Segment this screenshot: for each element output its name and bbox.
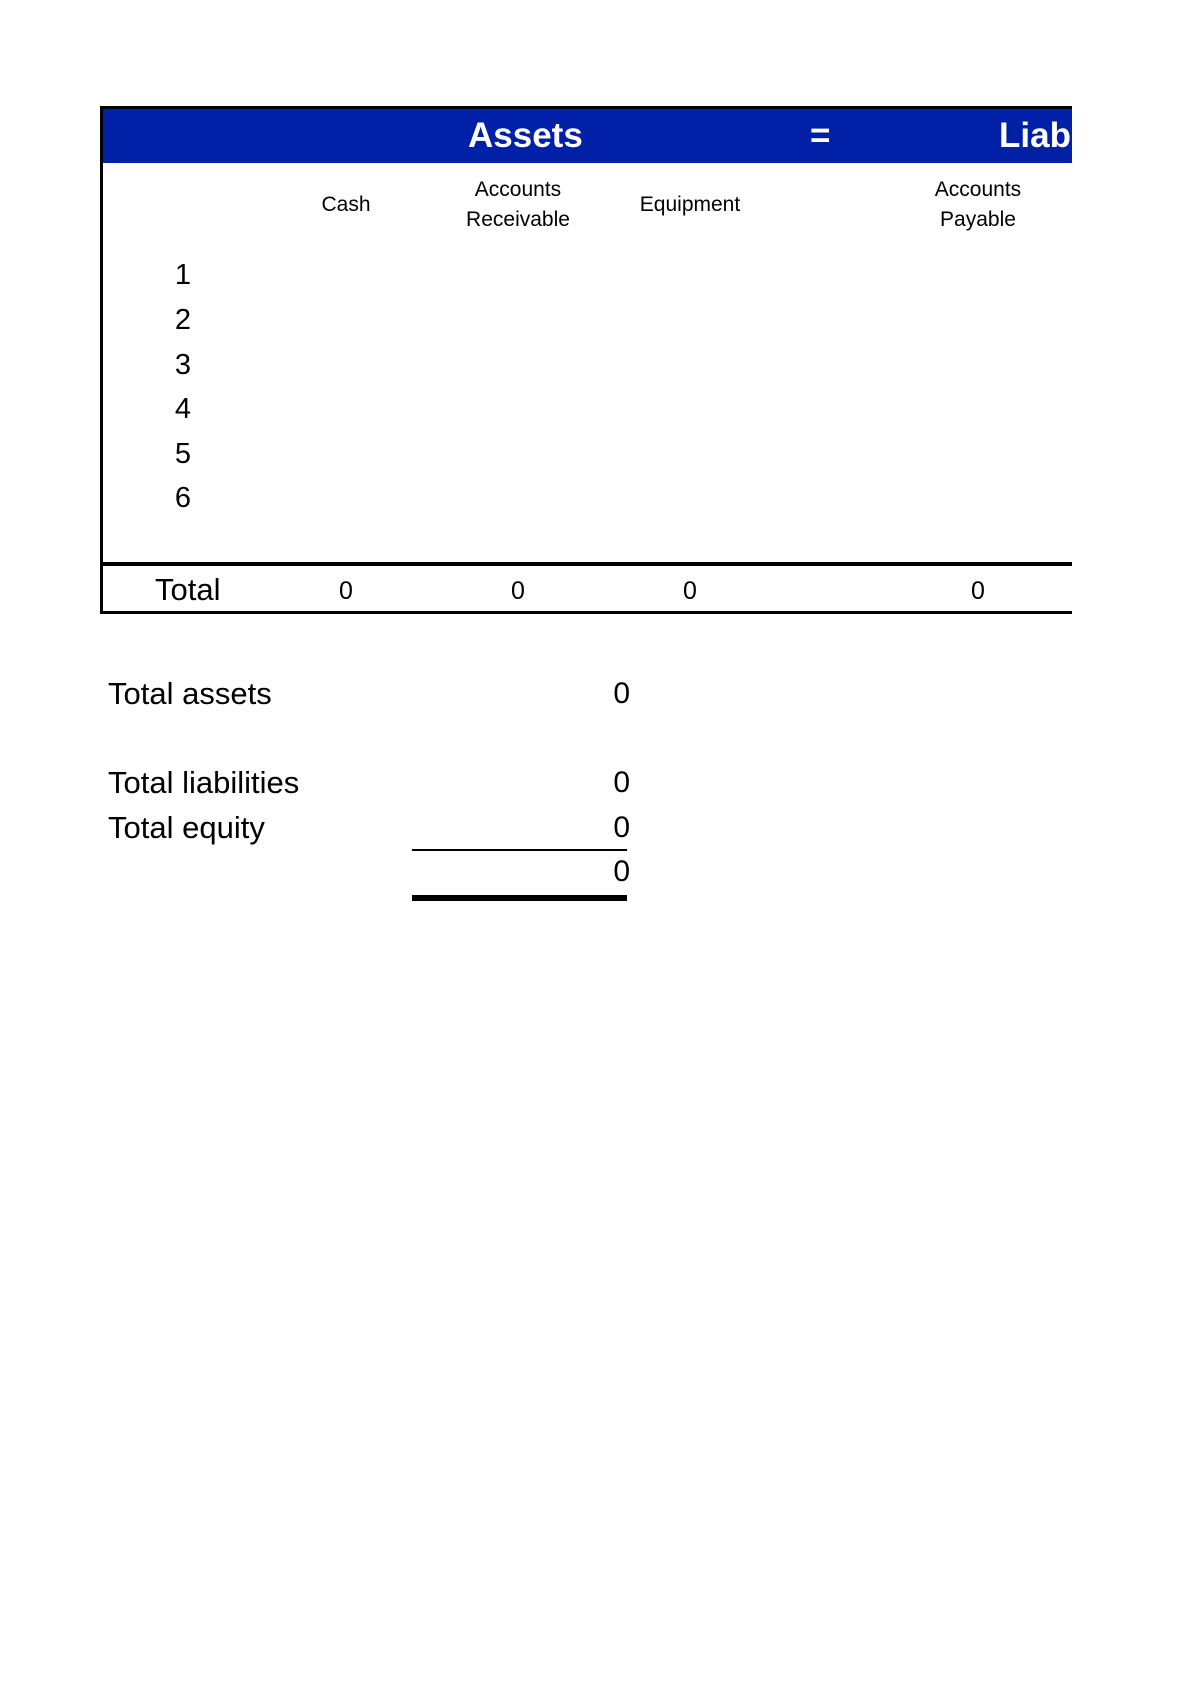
liabilities-heading: Liabi — [999, 116, 1081, 155]
total-equity-value: 0 — [613, 811, 630, 844]
column-header-accounts-payable — [893, 175, 1063, 235]
subtotal-rule — [412, 849, 627, 851]
column-header-cash — [261, 190, 431, 220]
row-number-6: 6 — [174, 482, 192, 514]
accounts-receivable-line2: Receivable — [466, 208, 570, 231]
double-total-rule — [412, 895, 627, 901]
total-liabilities-label: Total liabilities — [108, 765, 300, 800]
total-equity-label: Total equity — [108, 810, 265, 845]
total-accounts-payable: 0 — [971, 577, 985, 605]
total-row — [103, 562, 1072, 618]
total-assets-value: 0 — [613, 677, 630, 710]
total-label: Total — [155, 572, 221, 607]
liabilities-plus-equity-value: 0 — [613, 855, 630, 888]
column-header-accounts-receivable — [433, 175, 603, 235]
total-cash: 0 — [339, 577, 353, 605]
total-assets-label: Total assets — [108, 676, 272, 711]
accounts-receivable-line1: Accounts — [474, 178, 562, 201]
cash-label: Cash — [321, 193, 371, 216]
assets-heading: Assets — [468, 116, 583, 155]
row-number-3: 3 — [174, 349, 192, 381]
row-number-4: 4 — [174, 393, 192, 425]
column-header-equipment — [605, 190, 775, 220]
row-number-5: 5 — [174, 438, 192, 470]
total-accounts-receivable: 0 — [511, 577, 525, 605]
accounts-payable-line2: Payable — [940, 208, 1016, 231]
equipment-label: Equipment — [639, 193, 741, 216]
row-number-1: 1 — [174, 259, 192, 291]
total-equipment: 0 — [683, 577, 697, 605]
equals-sign: = — [810, 116, 831, 155]
total-liabilities-value: 0 — [613, 766, 630, 799]
accounts-payable-line1: Accounts — [934, 178, 1022, 201]
header-band — [103, 109, 1081, 163]
row-number-2: 2 — [174, 304, 192, 336]
accounting-equation-table — [100, 106, 1081, 614]
